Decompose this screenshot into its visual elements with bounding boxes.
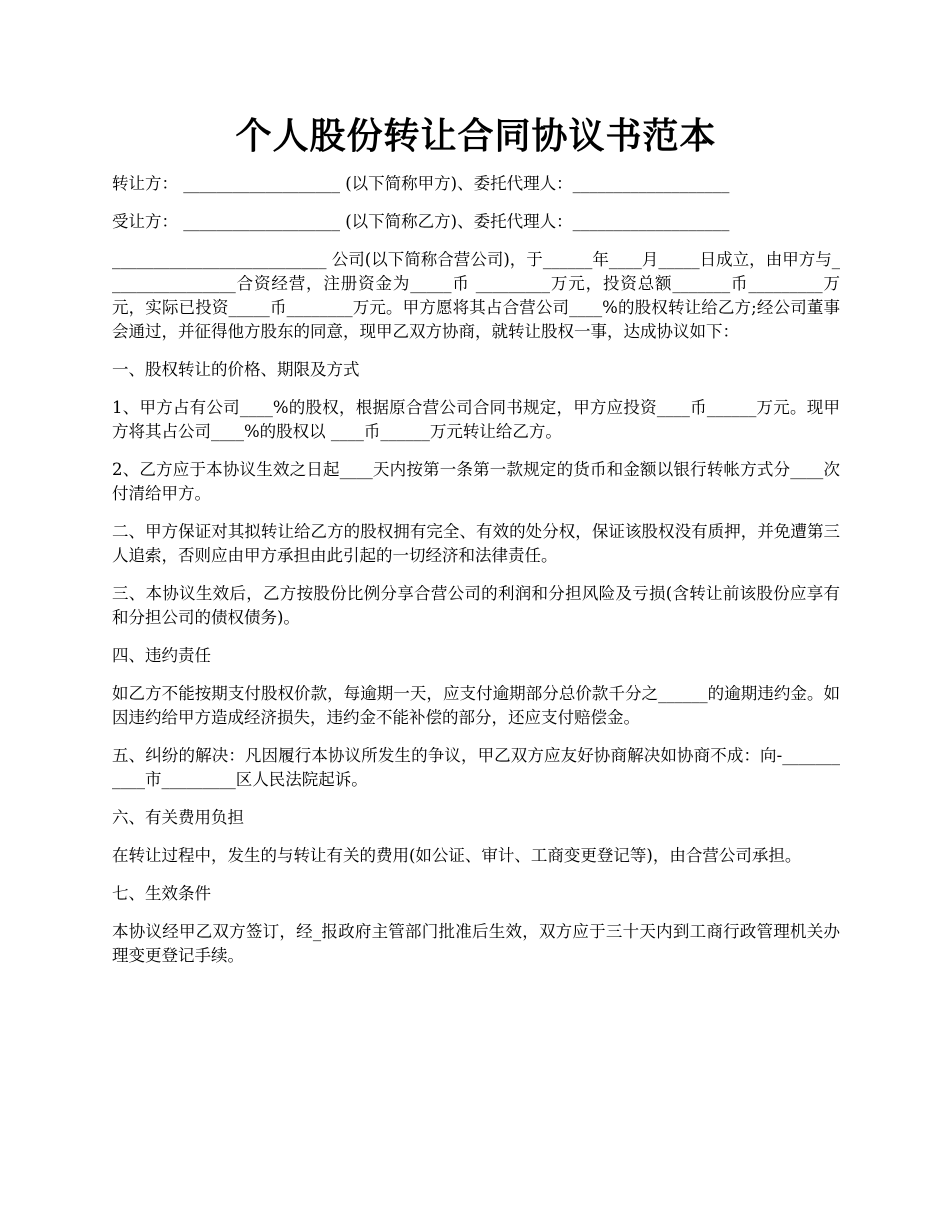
document-page bbox=[112, 112, 840, 982]
fees-paragraph: 在转让过程中，发生的与转让有关的费用(如公证、审计、工商变更登记等)，由合营公司承担。 bbox=[112, 846, 802, 865]
section-heading-price: 一、股权转让的价格、期限及方式 bbox=[112, 360, 360, 379]
transferee-line: 受让方： ___________________ (以下简称乙方)、委托代理人：___________________ bbox=[112, 212, 730, 231]
document-title: 个人股份转让合同协议书范本 bbox=[235, 115, 717, 157]
transferor-line: 转让方： ___________________ (以下简称甲方)、委托代理人：___________________ bbox=[112, 174, 730, 193]
breach-paragraph: 如乙方不能按期支付股权价款，每逾期一天，应支付逾期部分总价款千分之______的逾期违约金。如因违约给甲方造成经济损失，违约金不能补偿的部分，还应支付赔偿金。 bbox=[112, 684, 840, 727]
clause-1-paragraph: 1、甲方占有公司____%的股权，根据原合营公司合同书规定，甲方应投资____币______万元。现甲方将其占公司____%的股权以 ____币______万元转让给乙方。 bbox=[112, 398, 840, 441]
clause-2-paragraph: 2、乙方应于本协议生效之日起____天内按第一条第一款规定的货币和金额以银行转帐方式分____次付清给甲方。 bbox=[112, 460, 840, 503]
section-heading-effect: 七、生效条件 bbox=[112, 884, 211, 903]
section-5-dispute-paragraph: 五、纠纷的解决：凡因履行本协议所发生的争议，甲乙双方应友好协商解决如协商不成：向-___________市_________区人民法院起诉。 bbox=[112, 746, 840, 789]
section-2-warranty-paragraph: 二、甲方保证对其拟转让给乙方的股权拥有完全、有效的处分权，保证该股权没有质押，并免遭第三人追索，否则应由甲方承担由此引起的一切经济和法律责任。 bbox=[112, 522, 840, 565]
section-3-profit-paragraph: 三、本协议生效后，乙方按股份比例分享合营公司的利润和分担风险及亏损(含转让前该股份应享有和分担公司的债权债务)。 bbox=[112, 584, 840, 627]
effect-paragraph: 本协议经甲乙双方签订，经_报政府主管部门批准后生效，双方应于三十天内到工商行政管理机关办理变更登记手续。 bbox=[112, 922, 840, 965]
preamble-paragraph: __________________________ 公司(以下简称合营公司)，于______年____月_____日成立，由甲方与________________合资经营，注册资金为_____币 _________万元，投资总额_______币_________万元，实际已投资_____币________万元。甲方愿将其占合营公司____%的股权转让给乙方;经公司董事会通过，并征得他方股东的同意，现甲乙双方协商，就转让股权一事，达成协议如下： bbox=[112, 250, 840, 341]
section-heading-fees: 六、有关费用负担 bbox=[112, 808, 244, 827]
section-heading-breach: 四、违约责任 bbox=[112, 646, 211, 665]
